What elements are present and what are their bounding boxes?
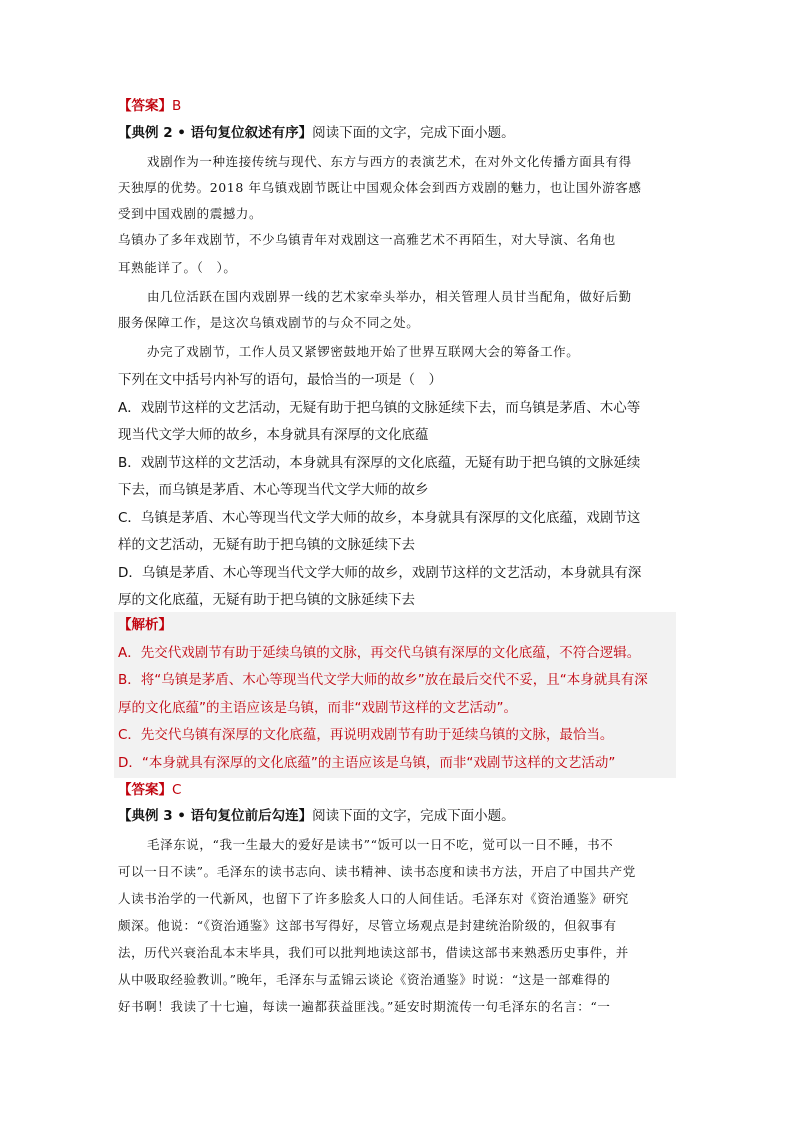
answer-label: 【答案】 — [118, 98, 172, 114]
analysis-line: B．将“乌镇是茅盾、木心等现当代文学大师的故乡”放在最后交代不妥，且“本身就具有深 — [118, 672, 648, 688]
passage-line: 可以一日不读”。毛泽东的读书志向、读书精神、读书态度和读书方法，开启了中国共产党 — [118, 864, 636, 879]
passage-line: 办完了戏剧节，工作人员又紧锣密鼓地开始了世界互联网大会的筹备工作。 — [147, 344, 580, 359]
passage-line: 好书啊！我读了十七遍，每读一遍都获益匪浅。”延安时期流传一句毛泽东的名言：“一 — [118, 999, 611, 1014]
passage-line: 法，历代兴衰治乱本末毕具，我们可以批判地读这部书，借读这部书来熟悉历史事件，并 — [118, 945, 629, 960]
analysis-line: 厚的文化底蕴”的主语应该是乌镇，而非“戏剧节这样的文艺活动”。 — [118, 700, 517, 716]
option-line: A．戏剧节这样的文艺活动，无疑有助于把乌镇的文脉延续下去，而乌镇是茅盾、木心等 — [118, 400, 641, 416]
analysis-line: A．先交代戏剧节有助于延续乌镇的文脉，再交代乌镇有深厚的文化底蕴，不符合逻辑。 — [118, 645, 641, 661]
answer-line — [118, 96, 181, 116]
example-instruction: 阅读下面的文字，完成下面小题。 — [312, 125, 515, 141]
example-header — [118, 806, 515, 826]
analysis-label-line — [118, 615, 172, 635]
answer-label: 【答案】 — [118, 782, 172, 798]
analysis-line: C．先交代乌镇有深厚的文化底蕴，再说明戏剧节有助于延续乌镇的文脉，最恰当。 — [118, 727, 614, 743]
example-tag: 【典例 3 • 语句复位前后勾连】 — [118, 808, 313, 824]
passage-line: 受到中国戏剧的震撼力。 — [118, 206, 263, 221]
passage-line: 颇深。他说：“《资治通鉴》这部书写得好，尽管立场观点是封建统治阶级的，但叙事有 — [118, 918, 617, 933]
example-instruction: 阅读下面的文字，完成下面小题。 — [312, 808, 515, 824]
passage-line: 毛泽东说，“我一生最大的爱好是读书”“饭可以一日不吃，觉可以一日不睡，书不 — [147, 837, 614, 852]
analysis-label: 【解析】 — [118, 617, 172, 633]
passage-line: 乌镇办了多年戏剧节，不少乌镇青年对戏剧这一高雅艺术不再陌生，对大导演、名角也 — [118, 232, 616, 247]
option-line: B．戏剧节这样的文艺活动，本身就具有深厚的文化底蕴，无疑有助于把乌镇的文脉延续 — [118, 455, 641, 471]
passage-line: 服务保障工作，是这次乌镇戏剧节的与众不同之处。 — [118, 315, 420, 330]
question-stem: 下列在文中括号内补写的语句，最恰当的一项是（ ） — [118, 372, 442, 388]
answer-line — [118, 780, 181, 800]
example-header — [118, 123, 515, 143]
passage-line: 由几位活跃在国内戏剧界一线的艺术家牵头举办，相关管理人员甘当配角，做好后勤 — [147, 289, 632, 304]
passage-line: 戏剧作为一种连接传统与现代、东方与西方的表演艺术，在对外文化传播方面具有得 — [147, 154, 632, 169]
passage-line: 从中吸取经验教训。”晚年，毛泽东与孟锦云谈论《资治通鉴》时说：“这是一部难得的 — [118, 972, 611, 987]
option-line: 厚的文化底蕴，无疑有助于把乌镇的文脉延续下去 — [118, 592, 415, 608]
passage-line: 耳熟能详了。（ ）。 — [118, 260, 237, 275]
option-line: D．乌镇是茅盾、木心等现当代文学大师的故乡，戏剧节这样的文艺活动，本身就具有深 — [118, 565, 642, 581]
answer-value: B — [172, 98, 182, 114]
answer-value: C — [172, 782, 182, 798]
passage-line: 人读书治学的一代新风，也留下了许多脍炙人口的人间佳话。毛泽东对《资治通鉴》研究 — [118, 891, 629, 906]
analysis-line: D．“本身就具有深厚的文化底蕴”的主语应该是乌镇，而非“戏剧节这样的文艺活动” — [118, 755, 616, 771]
option-line: 现当代文学大师的故乡，本身就具有深厚的文化底蕴 — [118, 427, 429, 443]
option-line: 样的文艺活动，无疑有助于把乌镇的文脉延续下去 — [118, 537, 415, 553]
option-line: 下去，而乌镇是茅盾、木心等现当代文学大师的故乡 — [118, 482, 429, 498]
option-line: C．乌镇是茅盾、木心等现当代文学大师的故乡，本身就具有深厚的文化底蕴，戏剧节这 — [118, 510, 641, 526]
passage-line: 天独厚的优势。2018 年乌镇戏剧节既让中国观众体会到西方戏剧的魅力，也让国外游客感 — [118, 180, 642, 195]
example-tag: 【典例 2 • 语句复位叙述有序】 — [118, 125, 313, 141]
